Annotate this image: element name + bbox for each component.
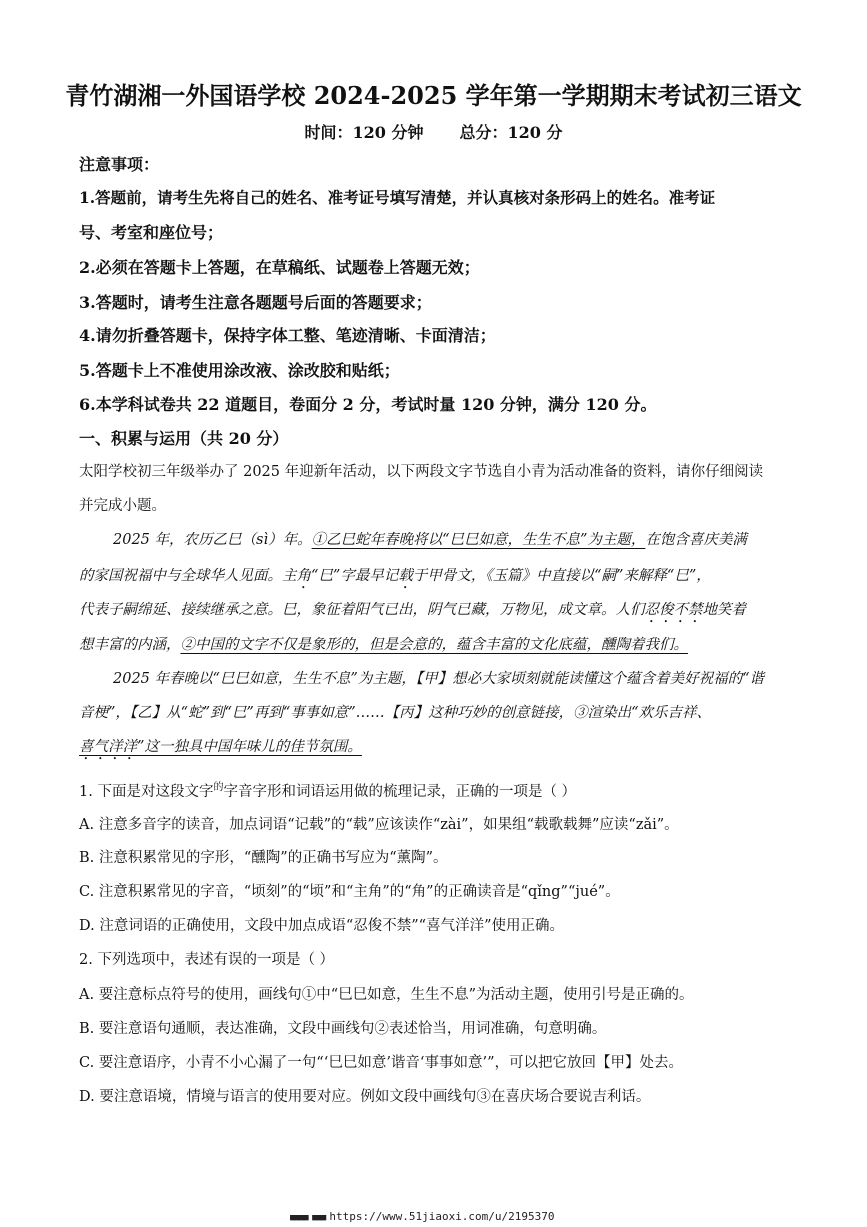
question-2-option-a: A. 要注意标点符号的使用，画线句①中“巳巳如意，生生不息”为活动主题，使用引号是正确的。 bbox=[79, 987, 694, 1003]
section-intro-cont: 并完成小题。 bbox=[79, 498, 166, 514]
footer-marks: ■■■■ ■■■ bbox=[290, 1213, 326, 1223]
footer-url[interactable]: https://www.51jiaoxi.com/u/2195370 bbox=[329, 1210, 555, 1223]
passage-text: “巳”字最早记 bbox=[311, 568, 399, 584]
notice-item-4: 4.请勿折叠答题卡，保持字体工整、笔迹清晰、卡面清洁； bbox=[79, 326, 496, 345]
question-1-stem bbox=[79, 778, 799, 801]
passage-line bbox=[79, 598, 799, 626]
question-1-option-d: D. 注意词语的正确使用，文段中加点成语“忍俊不禁”“喜气洋洋”使用正确。 bbox=[79, 918, 564, 934]
notice-item-6: 6.本学科试卷共 22 道题目，卷面分 2 分，考试时量 120 分钟，满分 120 分。 bbox=[79, 395, 657, 414]
notice-item-3: 3.答题时，请考生注意各题题号后面的答题要求； bbox=[79, 293, 432, 312]
exam-total-score: 总分：120 分 bbox=[459, 123, 563, 142]
notice-heading: 注意事项： bbox=[79, 155, 160, 174]
question-1-option-b: B. 注意积累常见的字形，“醺陶”的正确书写应为“薰陶”。 bbox=[79, 850, 448, 866]
passage-text: 想丰富的内涵， bbox=[79, 637, 181, 653]
passage-text: 的家国祝福中与全球华人见面。主 bbox=[79, 568, 297, 584]
underlined-sentence-1: ①乙巳蛇年春晚将以“巳巳如意，生生不息”为主题， bbox=[311, 532, 646, 548]
passage-text: 在饱含喜庆美满 bbox=[645, 532, 747, 548]
question-2-stem: 2. 下列选项中，表述有误的一项是（ ） bbox=[79, 952, 335, 968]
notice-item-5: 5.答题卡上不准使用涂改液、涂改胶和贴纸； bbox=[79, 361, 400, 380]
question-text: 1. 下面是对这段文字 bbox=[79, 784, 214, 800]
section-heading: 一、积累与运用（共 20 分） bbox=[79, 429, 289, 448]
passage-text: 代表子嗣绵延、接续继承之意。巳，象征着阳气已出，阴气已藏，万物见，成文章。人们 bbox=[79, 602, 645, 618]
passage-text: 2025 年，农历乙巳（sì）年。 bbox=[113, 532, 312, 548]
question-text: 字音字形和词语运用做的梳理记录，正确的一项是（ ） bbox=[223, 784, 577, 800]
question-1-option-a: A. 注意多音字的读音，加点词语“记载”的“载”应该读作“zài”，如果组“载歌载舞”应读“zǎi”。 bbox=[79, 817, 679, 833]
section-intro: 太阳学校初三年级举办了 2025 年迎新年活动，以下两段文字节选自小青为活动准备的资料，请你仔细阅读 bbox=[79, 464, 764, 480]
dotted-idiom-xiqiyangyang: 喜气洋洋 bbox=[79, 739, 137, 755]
passage-line bbox=[79, 633, 799, 654]
underlined-sentence-3: ”这一独具中国年味儿的佳节氛围。 bbox=[137, 739, 362, 755]
exam-time: 时间：120 分钟 bbox=[304, 123, 424, 142]
question-2-option-d: D. 要注意语境，情境与语言的使用要对应。例如文段中画线句③在喜庆场合要说吉利话。 bbox=[79, 1089, 651, 1105]
notice-item-1-cont: 号、考室和座位号； bbox=[79, 223, 224, 242]
passage-text: 于甲骨文，《玉篇》中直接以“嗣”来解释“巳”， bbox=[412, 568, 711, 584]
question-2-option-c: C. 要注意语序，小青不小心漏了一句“‘巳巳如意’谐音‘事事如意’”，可以把它放回【甲】处去。 bbox=[79, 1055, 684, 1071]
page-title: 青竹湖湘一外国语学校 2024-2025 学年第一学期期末考试初三语文 bbox=[65, 81, 802, 110]
passage-line bbox=[79, 735, 799, 763]
underlined-sentence-2: ②中国的文字不仅是象形的，但是会意的，蕴含丰富的文化底蕴，醺陶着我们。 bbox=[180, 637, 688, 653]
passage-line bbox=[113, 528, 833, 549]
notice-item-2: 2.必须在答题卡上答题，在草稿纸、试题卷上答题无效； bbox=[79, 258, 480, 277]
dotted-word-jue: 角 bbox=[296, 568, 311, 584]
dotted-idiom-renjunbujin: 忍俊不禁 bbox=[644, 602, 703, 618]
question-1-option-c: C. 注意积累常见的字音，“顷刻”的“顷”和“主角”的“角”的正确读音是“qǐng”“jué”。 bbox=[79, 884, 620, 900]
passage-line: 音梗”，【乙】从“蛇”到“巳”再到“事事如意”……【丙】这种巧妙的创意链接，③渲染出“欢乐吉祥、 bbox=[79, 705, 712, 721]
notice-item-1: 1.答题前，请考生先将自己的姓名、准考证号填写清楚，并认真核对条形码上的姓名。准考证 bbox=[79, 188, 716, 207]
question-text: 的 bbox=[213, 782, 224, 793]
question-2-option-b: B. 要注意语句通顺，表达准确，文段中画线句②表述恰当，用词准确，句意明确。 bbox=[79, 1021, 607, 1037]
dotted-word-zai: 载 bbox=[398, 568, 413, 584]
page-footer bbox=[290, 1210, 555, 1223]
passage-line bbox=[79, 564, 799, 592]
passage-line: 2025 年春晚以“巳巳如意，生生不息”为主题，【甲】想必大家顷刻就能读懂这个蕴含着美好祝福的“谐 bbox=[113, 671, 764, 687]
passage-text: 地笑着 bbox=[702, 602, 746, 618]
exam-info bbox=[0, 120, 867, 143]
